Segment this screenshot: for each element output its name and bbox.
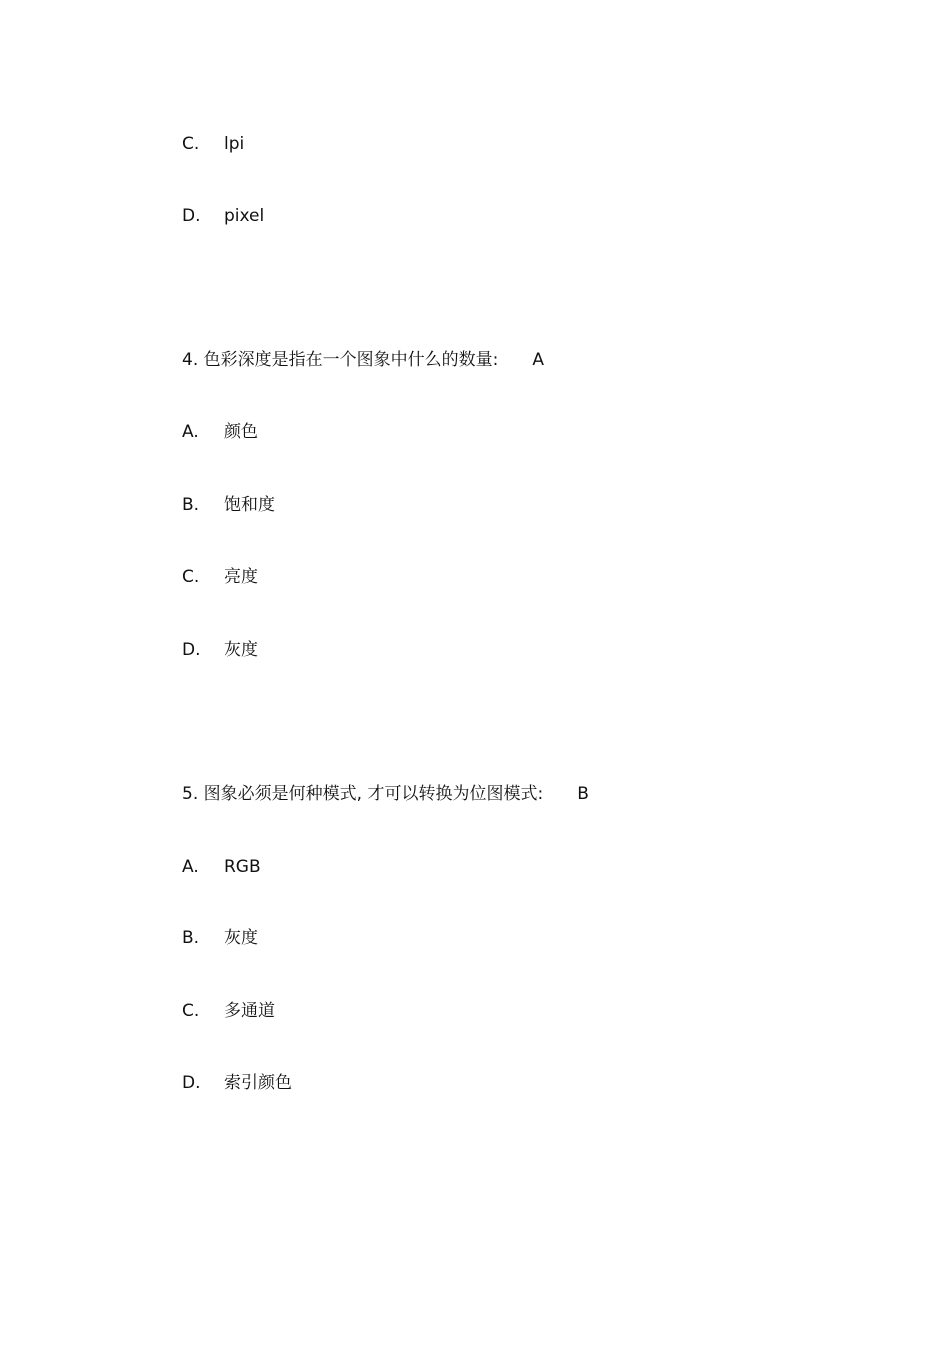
question-text: 色彩深度是指在一个图象中什么的数量: [203,350,499,370]
option-label: B. [182,928,200,948]
question-number: 5. [182,784,199,804]
q4-option-d [182,638,258,662]
option-label: A. [182,422,199,442]
answer-key: A [532,350,545,370]
option-label: D. [182,1073,201,1093]
option-label: D. [182,640,201,660]
q5-option-c [182,999,275,1023]
option-label: B. [182,495,200,515]
question-text: 图象必须是何种模式, 才可以转换为位图模式: [203,784,544,804]
q4-option-a [182,420,258,444]
option-text: 亮度 [224,567,258,587]
option-text: 灰度 [224,928,258,948]
q5-option-b [182,926,258,950]
option-label: D. [182,206,201,226]
option-label: C. [182,1001,200,1021]
option-text: 颜色 [224,422,258,442]
option-text: 索引颜色 [224,1073,292,1093]
option-text: lpi [224,134,245,154]
answer-key: B [577,784,589,804]
option-c [182,132,244,156]
question-4 [182,348,544,372]
option-label: A. [182,857,199,877]
option-label: C. [182,567,200,587]
option-text: 多通道 [224,1001,275,1021]
option-d [182,204,264,228]
q4-option-b [182,493,275,517]
q4-option-c [182,565,258,589]
question-number: 4. [182,350,199,370]
q5-option-d [182,1071,292,1095]
q5-option-a [182,855,261,879]
question-5 [182,782,589,806]
option-text: pixel [224,206,265,226]
option-text: RGB [224,857,261,877]
option-text: 饱和度 [224,495,275,515]
option-label: C. [182,134,200,154]
option-text: 灰度 [224,640,258,660]
